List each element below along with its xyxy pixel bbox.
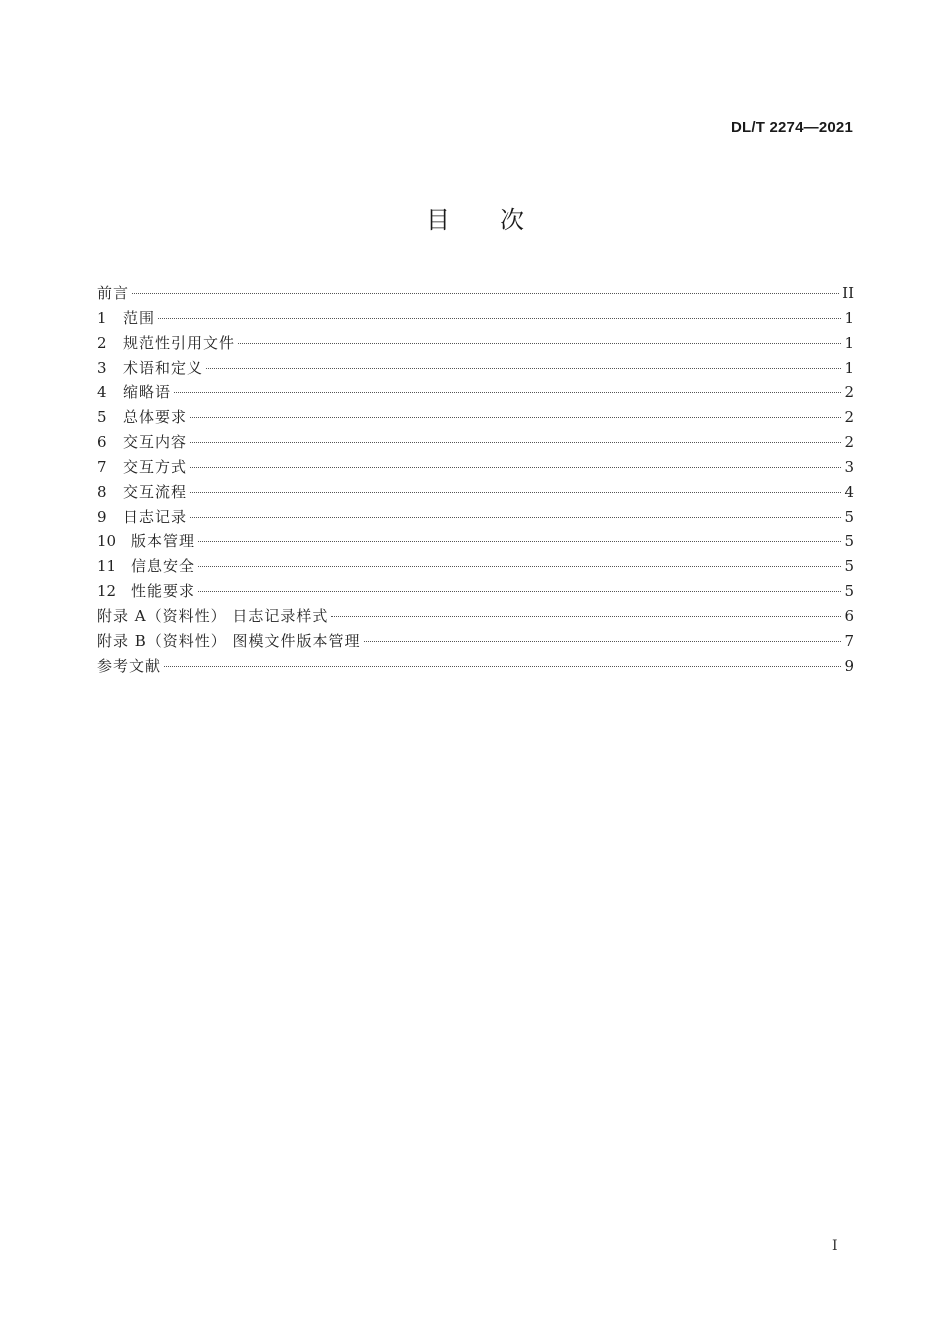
toc-leader-dots [198, 566, 841, 567]
toc-entry-page: 2 [844, 383, 854, 402]
toc-entry-page: 7 [844, 631, 854, 650]
toc-entry-page: 4 [844, 482, 854, 501]
toc-leader-dots [164, 666, 841, 667]
toc-entry-number: 5 [97, 408, 107, 427]
toc-entry-page: 1 [844, 308, 854, 327]
toc-entry-page: 9 [844, 656, 854, 675]
toc-entry-page: 1 [844, 358, 854, 377]
toc-entry-references[interactable] [97, 654, 854, 679]
toc-entry-page: 1 [844, 333, 854, 352]
toc-entry-page: 3 [844, 457, 854, 476]
toc-entry-label: 附录 B（资料性） 图模文件版本管理 [97, 631, 361, 650]
toc-entry-7[interactable] [97, 455, 854, 480]
toc-entry-9[interactable] [97, 505, 854, 530]
toc-leader-dots [238, 343, 841, 344]
toc-entry-label: 规范性引用文件 [123, 333, 236, 352]
toc-leader-dots [190, 467, 841, 468]
toc-entry-number: 11 [97, 557, 117, 576]
toc-entry-4[interactable] [97, 380, 854, 405]
toc-entry-label: 附录 A（资料性） 日志记录样式 [97, 606, 329, 625]
toc-leader-dots [364, 641, 842, 642]
toc-leader-dots [331, 616, 841, 617]
toc-entry-label: 交互内容 [123, 433, 188, 452]
toc-entry-6[interactable] [97, 430, 854, 455]
toc-entry-label: 参考文献 [97, 656, 162, 675]
toc-entry-5[interactable] [97, 405, 854, 430]
toc-entry-label: 缩略语 [123, 383, 172, 402]
toc-entry-label: 范围 [123, 308, 156, 327]
toc-leader-dots [190, 442, 841, 443]
toc-leader-dots [190, 517, 841, 518]
title-char-1: 目 [426, 206, 450, 234]
toc-entry-8[interactable] [97, 480, 854, 505]
toc-entry-page: 2 [844, 408, 854, 427]
toc-entry-10[interactable] [97, 529, 854, 554]
toc-leader-dots [190, 492, 841, 493]
toc-entry-11[interactable] [97, 554, 854, 579]
toc-entry-2[interactable] [97, 331, 854, 356]
toc-entry-number: 2 [97, 333, 107, 352]
title-char-2: 次 [500, 206, 524, 234]
toc-entry-number: 3 [97, 358, 107, 377]
standard-code: DL/T 2274—2021 [730, 119, 853, 136]
toc-entry-number: 8 [97, 482, 107, 501]
toc-entry-appendix-a[interactable] [97, 604, 854, 629]
toc-entry-page: 5 [844, 582, 854, 601]
toc-entry-label: 性能要求 [131, 582, 196, 601]
toc-entry-page: 5 [844, 507, 854, 526]
toc-leader-dots [132, 293, 839, 294]
toc-leader-dots [198, 541, 841, 542]
page-title [0, 200, 950, 235]
toc-entry-label: 前言 [97, 284, 130, 302]
toc-entry-label: 版本管理 [131, 532, 196, 551]
toc-entry-number: 10 [97, 532, 117, 551]
toc-leader-dots [206, 368, 841, 369]
toc-entry-3[interactable] [97, 356, 854, 381]
toc-entry-label: 总体要求 [123, 408, 188, 427]
toc-entry-page: 6 [844, 606, 854, 625]
toc-entry-page: II [842, 284, 854, 302]
toc-entry-page: 5 [844, 532, 854, 551]
toc-leader-dots [190, 417, 841, 418]
toc-entry-number: 7 [97, 457, 107, 476]
toc-leader-dots [158, 318, 841, 319]
toc-entry-number: 12 [97, 582, 117, 601]
toc-entry-label: 交互流程 [123, 482, 188, 501]
toc-entry-label: 日志记录 [123, 507, 188, 526]
toc-entry-page: 5 [844, 557, 854, 576]
toc-leader-dots [174, 392, 841, 393]
toc-entry-page: 2 [844, 433, 854, 452]
toc-entry-number: 4 [97, 383, 107, 402]
toc-entry-appendix-b[interactable] [97, 629, 854, 654]
toc-entry-label: 信息安全 [131, 557, 196, 576]
toc-entry-preface[interactable] [97, 281, 854, 306]
toc-entry-number: 1 [97, 308, 107, 327]
toc-entry-number: 6 [97, 433, 107, 452]
toc-entry-label: 术语和定义 [123, 358, 204, 377]
toc-entry-12[interactable] [97, 579, 854, 604]
toc-leader-dots [198, 591, 841, 592]
table-of-contents [97, 281, 854, 679]
toc-entry-1[interactable] [97, 306, 854, 331]
page-number: I [832, 1238, 838, 1254]
toc-entry-label: 交互方式 [123, 457, 188, 476]
toc-entry-number: 9 [97, 507, 107, 526]
